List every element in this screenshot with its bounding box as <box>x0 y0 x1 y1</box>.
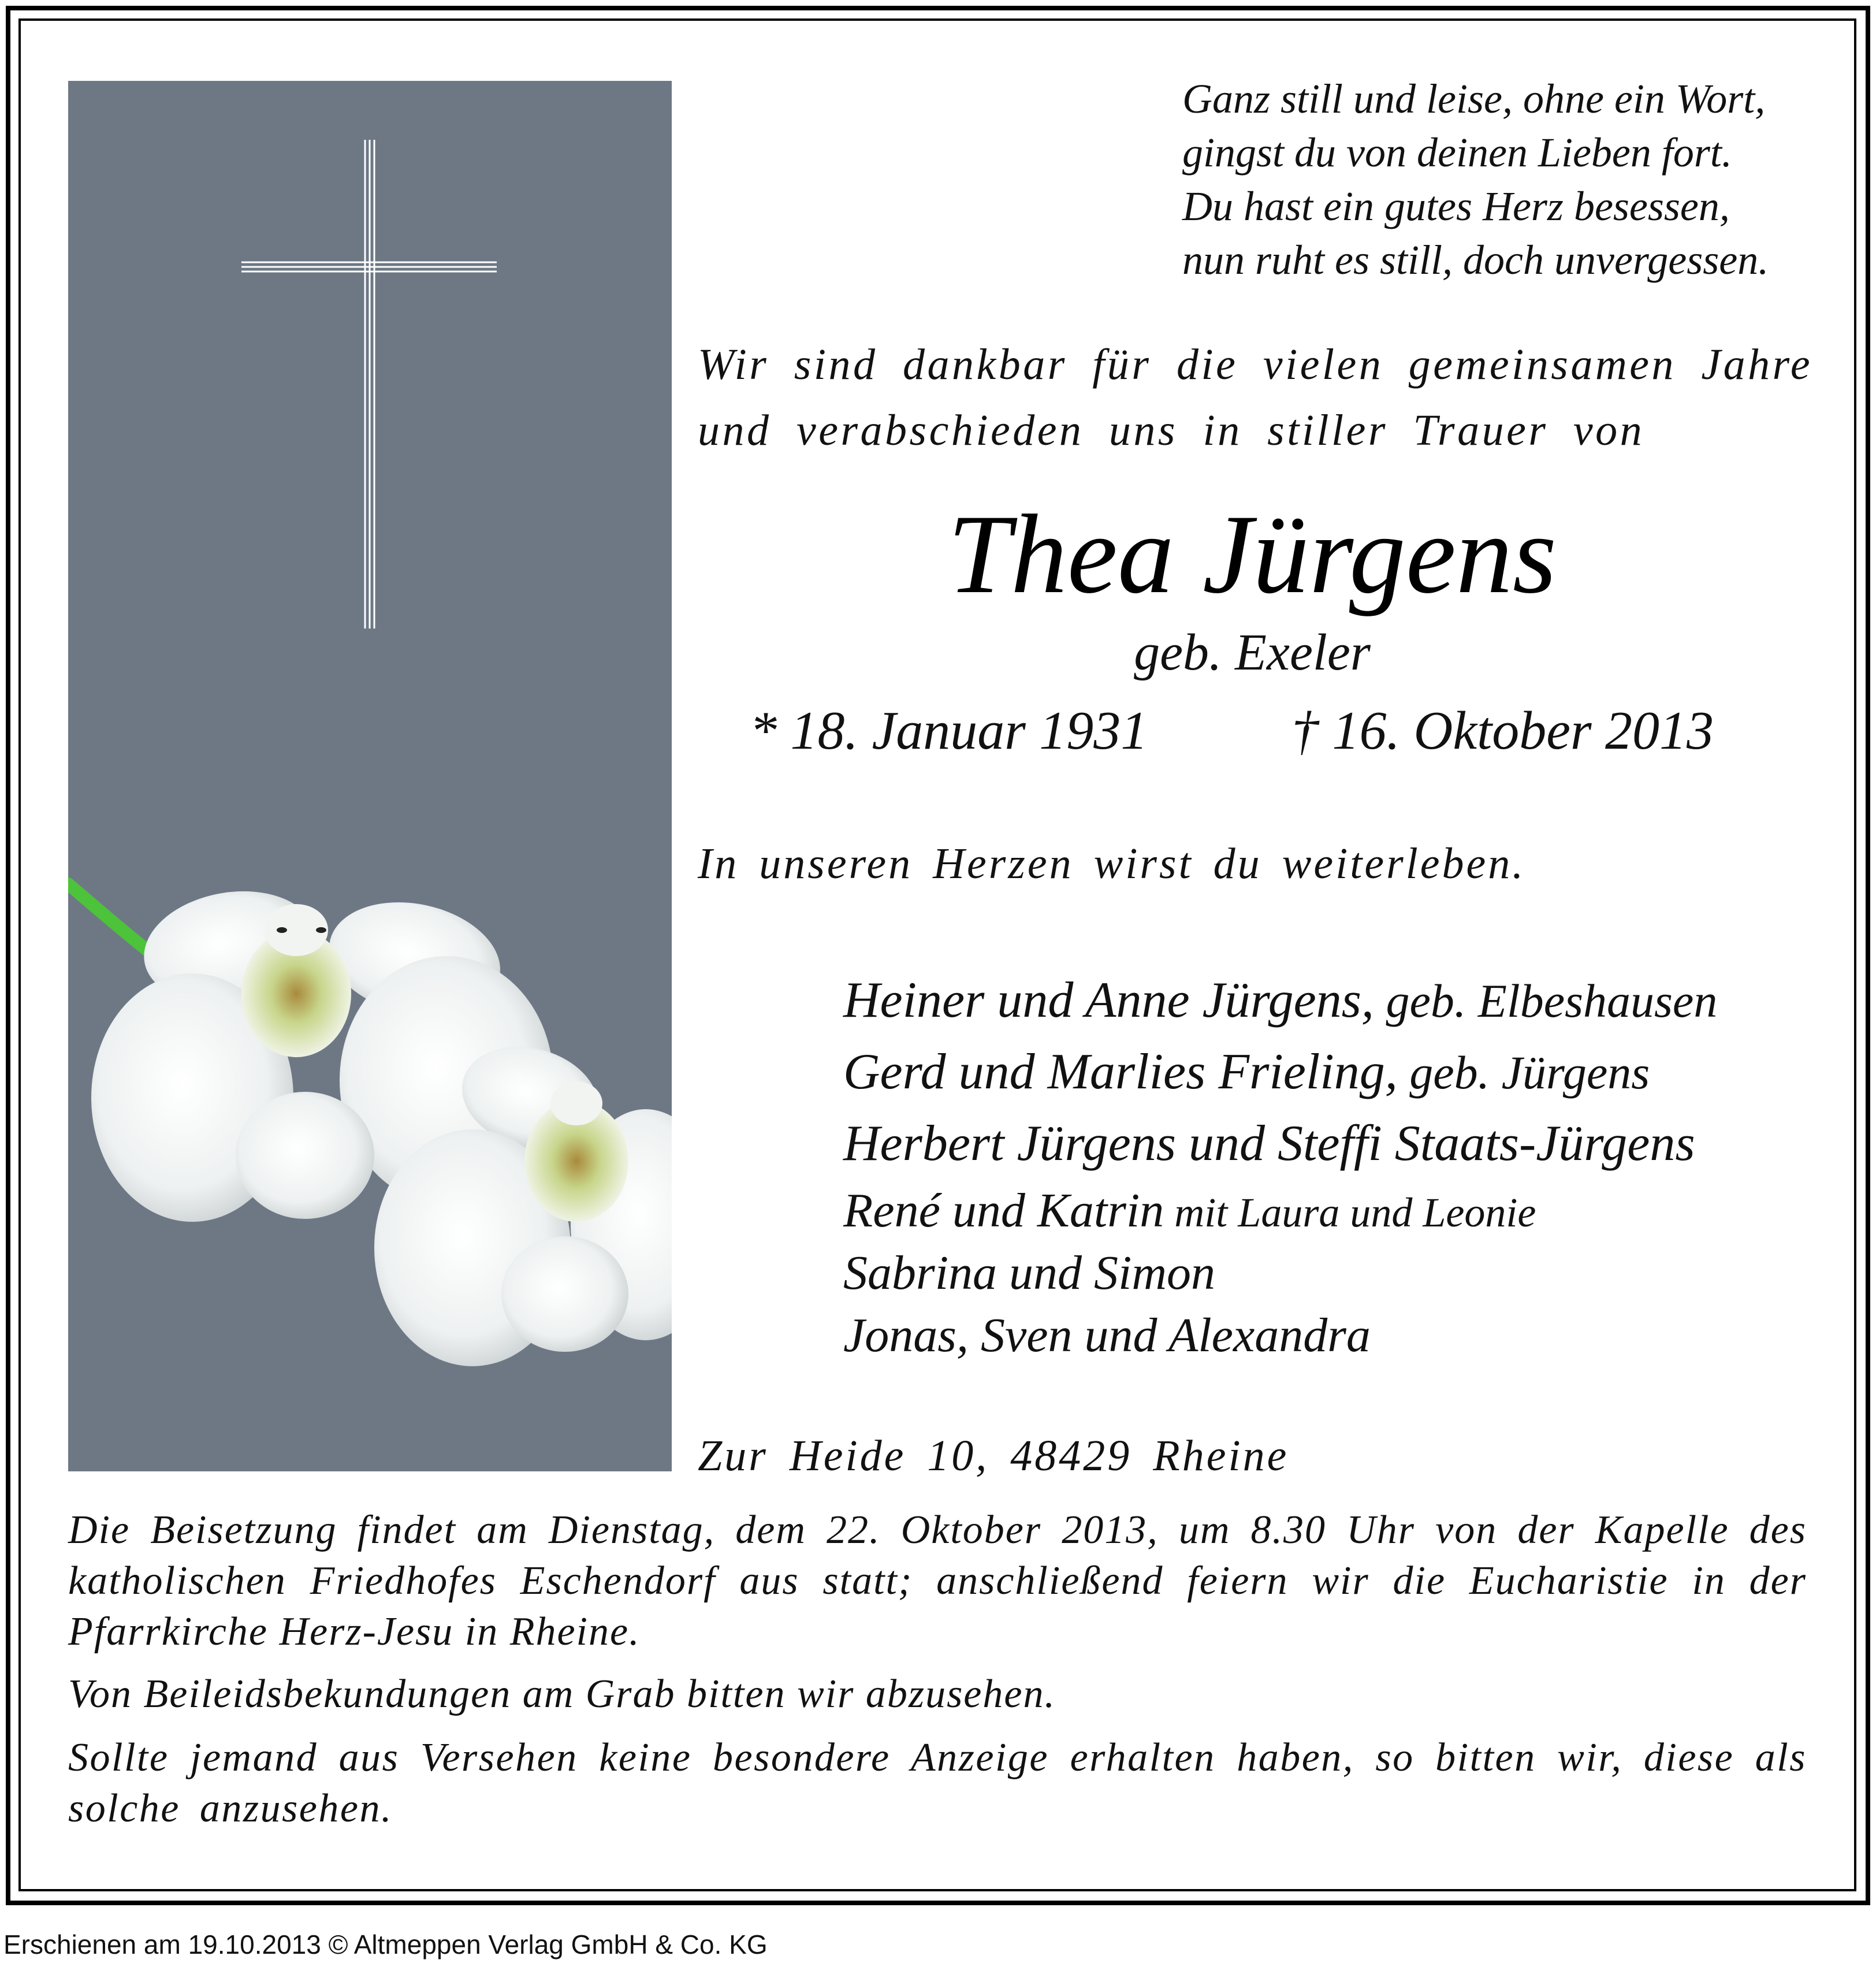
mourner-name: Sabrina und Simon <box>843 1246 1216 1300</box>
mourner-line <box>843 1180 1860 1242</box>
condolence-note: Von Beileidsbekundungen am Grab bitten wir abzusehen. <box>68 1672 1056 1716</box>
mourners-list <box>843 965 1860 1367</box>
birth-date: * 18. Januar 1931 <box>750 701 1148 761</box>
mourner-name: Jonas, Sven und Alexandra <box>843 1308 1371 1362</box>
orchid-cross-illustration <box>68 81 672 1471</box>
motto: In unseren Herzen wirst du weiterleben. <box>698 839 1526 888</box>
poem <box>1182 72 1818 287</box>
deceased-name: Thea Jürgens <box>947 492 1557 617</box>
address: Zur Heide 10, 48429 Rheine <box>698 1432 1289 1480</box>
notice-note: Sollte jemand aus Versehen keine besondere Anzeige erhalten haben, so bitten wir, diese als solche anzusehen. <box>68 1735 1807 1831</box>
mourner-sub: geb. Elbeshausen <box>1374 975 1718 1027</box>
cross-icon <box>241 140 497 629</box>
mourner-name: Gerd und Marlies Frieling, <box>843 1044 1398 1100</box>
poem-line: gingst du von deinen Lieben fort. <box>1182 129 1732 176</box>
mourner-sub: mit Laura und Leonie <box>1164 1189 1536 1236</box>
intro-text <box>698 332 1813 463</box>
notes <box>68 1505 1807 1834</box>
birth-name: geb. Exeler <box>1134 624 1371 681</box>
mourner-sub: geb. Jürgens <box>1397 1046 1650 1099</box>
poem-line: Du hast ein gutes Herz besessen, <box>1182 183 1730 229</box>
poem-line: Ganz still und leise, ohne ein Wort, <box>1182 76 1766 122</box>
poem-line: nun ruht es still, doch unvergessen. <box>1182 237 1769 283</box>
funeral-note: Die Beisetzung findet am Dienstag, dem 22. Oktober 2013, um 8.30 Uhr von der Kapelle des katholischen Friedhofes Eschendorf aus statt; anschließend feiern wir die Eucharistie in der Pfarrkirche Herz-Jesu in Rheine. <box>68 1508 1807 1654</box>
intro-line: und verabschieden uns in stiller Trauer von <box>698 406 1645 455</box>
mourner-line <box>843 1304 1860 1367</box>
mourner-line <box>843 965 1860 1036</box>
intro-line: Wir sind dankbar für die vielen gemeinsamen Jahre <box>698 340 1813 389</box>
publication-footer: Erschienen am 19.10.2013 © Altmeppen Verlag GmbH & Co. KG <box>3 1929 768 1960</box>
mourner-line <box>843 1242 1860 1304</box>
mourner-name: René und Katrin <box>843 1184 1164 1237</box>
mourner-line <box>843 1036 1860 1108</box>
mourner-name: Heiner und Anne Jürgens, <box>843 972 1374 1028</box>
death-date: † 16. Oktober 2013 <box>1291 701 1714 761</box>
mourner-line <box>843 1108 1860 1180</box>
mourner-name: Herbert Jürgens und Steffi Staats-Jürgens <box>843 1116 1695 1172</box>
orchid-cross-image <box>68 81 672 1471</box>
